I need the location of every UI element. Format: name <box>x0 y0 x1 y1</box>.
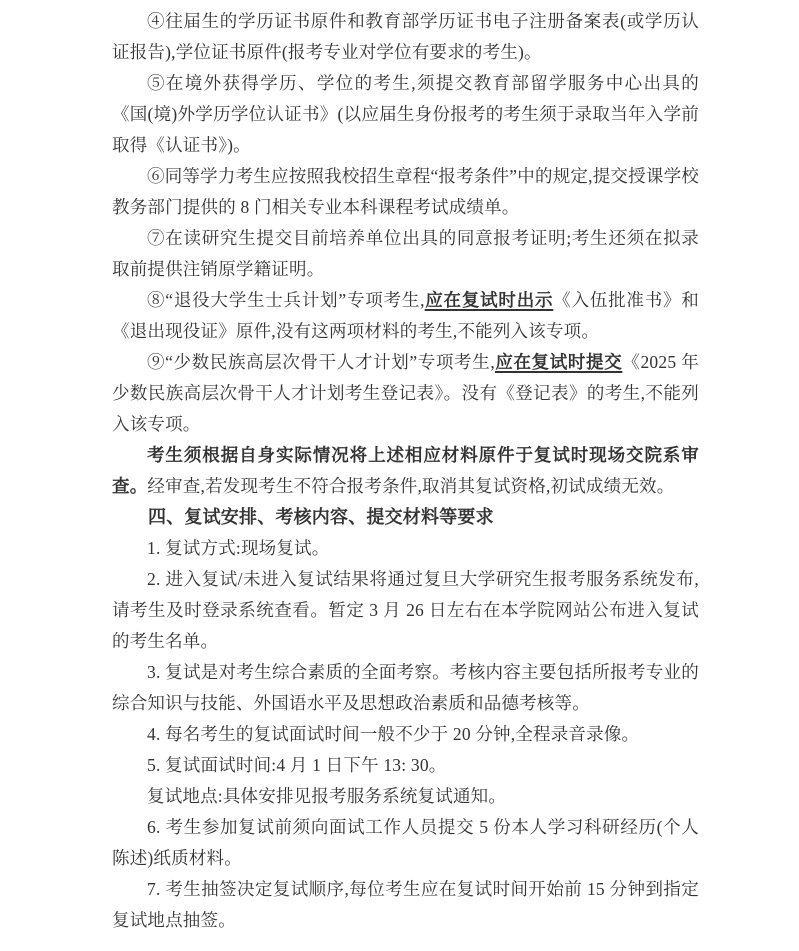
list-item-venue: 复试地点:具体安排见报考服务系统复试通知。 <box>147 786 507 806</box>
list-item-6: 6. 考生参加复试前须向面试工作人员提交 5 份本人学习科研经历(个人陈述)纸质材料。 <box>112 817 699 868</box>
item8-lead: ⑧“退役大学生士兵计划”专项考生, <box>147 290 425 310</box>
list-item-7: 7. 考生抽签决定复试顺序,每位考生应在复试时间开始前 15 分钟到指定复试地点抽签。 <box>112 879 699 930</box>
review-notice-bold: 考生须根据自身实际情况将上述相应材料原件于复试时现场交院系审查。 <box>112 445 699 496</box>
item8-rest: 《入伍批准书》和《退出现役证》原件,没有这两项材料的考生,不能列入该专项。 <box>112 290 699 341</box>
list-item-3: 3. 复试是对考生综合素质的全面考察。考核内容主要包括所报考专业的综合知识与技能、外国语水平及思想政治素质和品德考核等。 <box>112 662 699 713</box>
item9-rest: 《2025 年少数民族高层次骨干人才计划考生登记表》。没有《登记表》的考生,不能列入该专项。 <box>112 352 699 434</box>
item9-emphasis: 应在复试时提交 <box>494 352 623 372</box>
paragraph-item8 <box>112 285 699 347</box>
list-item-2: 2. 进入复试/未进入复试结果将通过复旦大学研究生报考服务系统发布,请考生及时登录系统查看。暂定 3 月 26 日左右在本学院网站公布进入复试的考生名单。 <box>112 569 699 651</box>
paragraph-item9 <box>112 347 699 440</box>
section-heading: 四、复试安排、考核内容、提交材料等要求 <box>148 507 494 527</box>
document-body <box>112 6 699 936</box>
paragraph-item6: ⑥同等学力考生应按照我校招生章程“报考条件”中的规定,提交授课学校教务部门提供的 8 门相关专业本科课程考试成绩单。 <box>112 166 699 217</box>
paragraph-item7: ⑦在读研究生提交目前培养单位出具的同意报考证明;考生还须在拟录取前提供注销原学籍证明。 <box>112 228 699 279</box>
item9-lead: ⑨“少数民族高层次骨干人才计划”专项考生, <box>147 352 495 372</box>
paragraph-item5: ⑤在境外获得学历、学位的考生,须提交教育部留学服务中心出具的《国(境)外学历学位认证书》(以应届生身份报考的考生须于录取当年入学前取得《认证书》)。 <box>112 73 699 155</box>
list-item-5: 5. 复试面试时间:4 月 1 日下午 13: 30。 <box>147 755 447 775</box>
review-notice-normal: 经审查,若发现考生不符合报考条件,取消其复试资格,初试成绩无效。 <box>147 476 675 496</box>
paragraph-item4: ④往届生的学历证书原件和教育部学历证书电子注册备案表(或学历认证报告),学位证书原件(报考专业对学位有要求的考生)。 <box>112 11 699 62</box>
list-item-1: 1. 复试方式:现场复试。 <box>147 538 330 558</box>
list-item-4: 4. 每名考生的复试面试时间一般不少于 20 分钟,全程录音录像。 <box>147 724 640 744</box>
paragraph-review-notice <box>112 440 699 502</box>
item8-emphasis: 应在复试时出示 <box>424 290 554 310</box>
